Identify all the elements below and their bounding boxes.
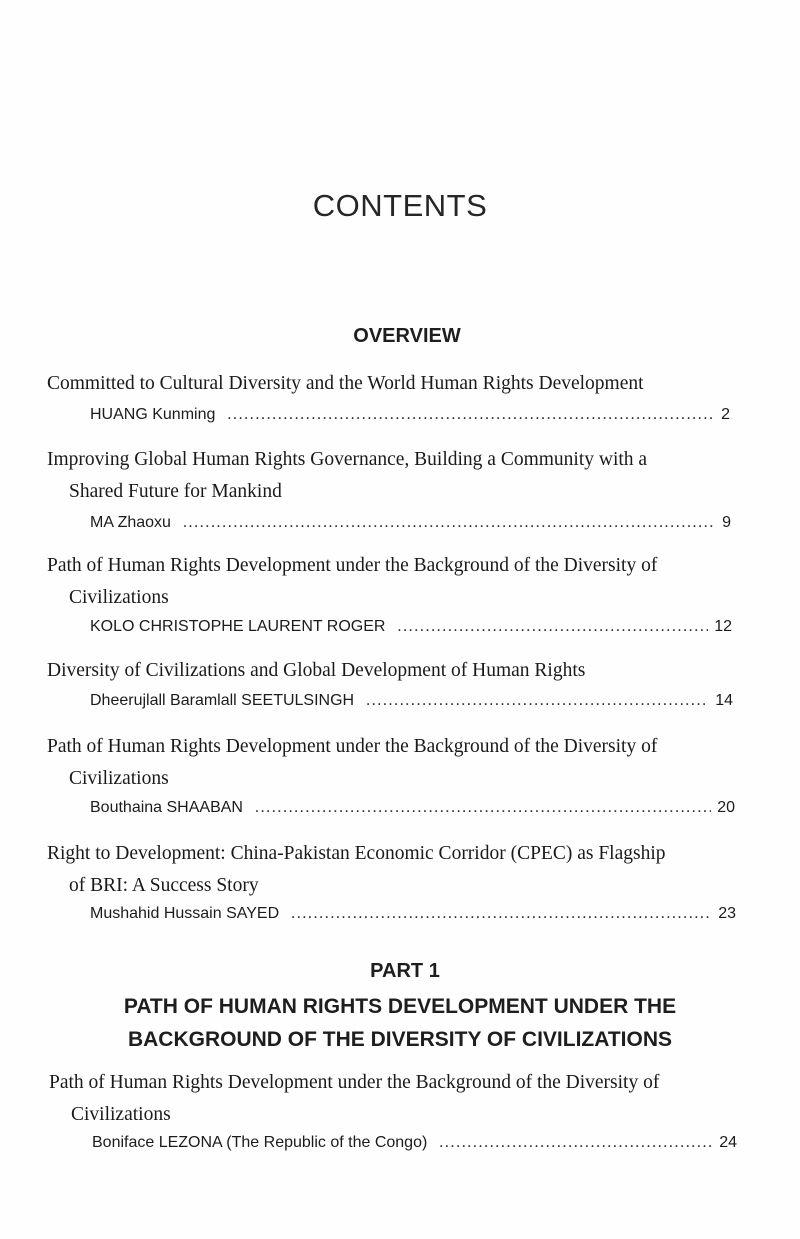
toc-entry-row[interactable] xyxy=(90,692,733,710)
part-title-line: BACKGROUND OF THE DIVERSITY OF CIVILIZATIONS xyxy=(127,1028,673,1051)
entry-author: Dheerujlall Baramlall SEETULSINGH xyxy=(90,692,355,709)
entry-author: HUANG Kunming xyxy=(90,406,216,423)
entry-page-number: 24 xyxy=(719,1134,737,1151)
entry-author: Mushahid Hussain SAYED xyxy=(90,905,280,922)
toc-entry-row[interactable] xyxy=(90,905,736,923)
entry-title-line: Civilizations xyxy=(71,1104,171,1125)
overview-heading: OVERVIEW xyxy=(353,325,461,347)
dot-leader xyxy=(183,514,716,532)
entry-author: Boniface LEZONA (The Republic of the Congo) xyxy=(92,1134,428,1151)
page-title: CONTENTS xyxy=(312,188,488,223)
entry-title-line: Path of Human Rights Development under the Background of the Diversity of xyxy=(47,736,658,757)
entry-title-line: Right to Development: China-Pakistan Economic Corridor (CPEC) as Flagship xyxy=(47,843,666,864)
part-label: PART 1 xyxy=(370,960,440,982)
entry-title-line: Civilizations xyxy=(69,587,169,608)
entry-author: MA Zhaoxu xyxy=(90,514,171,531)
entry-page-number: 12 xyxy=(714,618,732,635)
entry-title-line: of BRI: A Success Story xyxy=(69,875,259,896)
entry-page-number: 20 xyxy=(717,799,735,816)
dot-leader xyxy=(366,692,709,710)
entry-title-line: Committed to Cultural Diversity and the World Human Rights Development xyxy=(47,373,644,394)
part-title-line: PATH OF HUMAN RIGHTS DEVELOPMENT UNDER THE xyxy=(123,995,677,1018)
entry-title-line: Diversity of Civilizations and Global Development of Human Rights xyxy=(47,660,586,681)
entry-title-line: Path of Human Rights Development under the Background of the Diversity of xyxy=(49,1072,660,1093)
dot-leader xyxy=(255,799,711,817)
entry-page-number: 23 xyxy=(718,905,736,922)
dot-leader xyxy=(227,406,715,424)
dot-leader xyxy=(397,618,708,636)
entry-title-line: Civilizations xyxy=(69,768,169,789)
toc-entry-row[interactable] xyxy=(90,799,735,817)
toc-entry-row[interactable] xyxy=(90,514,731,532)
dot-leader xyxy=(439,1134,713,1152)
entry-title-line: Path of Human Rights Development under the Background of the Diversity of xyxy=(47,555,658,576)
toc-entry-row[interactable] xyxy=(90,618,732,636)
entry-author: KOLO CHRISTOPHE LAURENT ROGER xyxy=(90,618,386,635)
toc-entry-row[interactable] xyxy=(90,406,730,424)
toc-entry-row[interactable] xyxy=(92,1134,737,1152)
entry-title-line: Shared Future for Mankind xyxy=(69,481,282,502)
entry-page-number: 9 xyxy=(722,514,731,531)
dot-leader xyxy=(291,905,712,923)
entry-page-number: 2 xyxy=(721,406,730,423)
entry-page-number: 14 xyxy=(715,692,733,709)
part-title xyxy=(0,990,800,1056)
entry-title-line: Improving Global Human Rights Governance, Building a Community with a xyxy=(47,449,648,470)
entry-author: Bouthaina SHAABAN xyxy=(90,799,243,816)
